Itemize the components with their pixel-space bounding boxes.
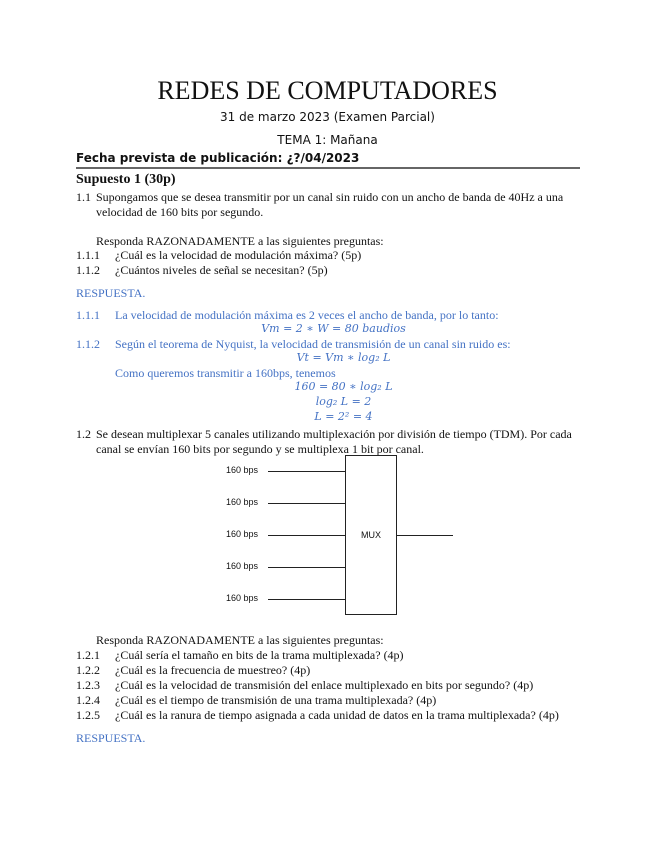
equation: log₂ L = 2	[315, 395, 372, 408]
input-label: 160 bps	[226, 465, 259, 475]
publication-date: Fecha prevista de publicación: ¿?/04/2023	[76, 151, 360, 165]
input-line	[268, 503, 345, 504]
question: ¿Cuántos niveles de señal se necesitan? (5p)	[115, 263, 328, 277]
instructions: Responda RAZONADAMENTE a las siguientes preguntas:	[96, 633, 384, 647]
answer-text: Como queremos transmitir a 160bps, tenemos	[115, 366, 336, 380]
input-line	[268, 599, 345, 600]
question: ¿Cuál es la velocidad de transmisión del enlace multiplexado en bits por segundo? (4p)	[115, 678, 534, 692]
question: ¿Cuál es la velocidad de modulación máxima? (5p)	[115, 248, 362, 262]
question-number: 1.2.2	[76, 663, 100, 677]
answer-text: Según el teorema de Nyquist, la velocidad de transmisión de un canal sin ruido es:	[115, 337, 511, 351]
item-number: 1.1	[76, 190, 91, 204]
question-number: 1.1.2	[76, 263, 100, 277]
exam-date: 31 de marzo 2023 (Examen Parcial)	[220, 110, 435, 124]
equation: Vt = Vm ∗ log₂ L	[296, 351, 391, 364]
input-label: 160 bps	[226, 561, 259, 571]
mux-label: MUX	[361, 530, 381, 540]
question: ¿Cuál es el tiempo de transmisión de una trama multiplexada? (4p)	[115, 693, 437, 707]
question: ¿Cuál es la ranura de tiempo asignada a cada unidad de datos en la trama multiplexada? (4p)	[115, 708, 559, 722]
paragraph: velocidad de 160 bits por segundo.	[96, 205, 264, 219]
equation: L = 2² = 4	[314, 410, 373, 423]
tema: TEMA 1: Mañana	[277, 133, 378, 147]
input-line	[268, 471, 345, 472]
answer-heading: RESPUESTA.	[76, 286, 146, 300]
answer-number: 1.1.2	[76, 337, 100, 351]
paragraph: canal se envían 160 bits por segundo y se multiplexa 1 bit por canal.	[96, 442, 424, 456]
question-number: 1.1.1	[76, 248, 100, 262]
question-number: 1.2.4	[76, 693, 100, 707]
input-line	[268, 567, 345, 568]
input-line	[268, 535, 345, 536]
divider	[76, 167, 580, 169]
answer-number: 1.1.1	[76, 308, 100, 322]
question-number: 1.2.1	[76, 648, 100, 662]
section-heading: Supuesto 1 (30p)	[76, 172, 176, 187]
paragraph: Supongamos que se desea transmitir por un canal sin ruido con un ancho de banda de 40Hz a una	[96, 190, 564, 204]
answer-text: La velocidad de modulación máxima es 2 veces el ancho de banda, por lo tanto:	[115, 308, 499, 322]
question: ¿Cuál sería el tamaño en bits de la trama multiplexada? (4p)	[115, 648, 404, 662]
question-number: 1.2.5	[76, 708, 100, 722]
input-label: 160 bps	[226, 529, 259, 539]
equation: Vm = 2 ∗ W = 80 baudios	[261, 322, 406, 335]
equation: 160 = 80 ∗ log₂ L	[294, 380, 393, 393]
paragraph: Se desean multiplexar 5 canales utilizando multiplexación por división de tiempo (TDM). Por cada	[96, 427, 572, 441]
input-label: 160 bps	[226, 497, 259, 507]
question: ¿Cuál es la frecuencia de muestreo? (4p)	[115, 663, 311, 677]
mux-box	[345, 455, 397, 615]
item-number: 1.2	[76, 427, 91, 441]
answer-heading: RESPUESTA.	[76, 731, 146, 745]
doc-title: REDES DE COMPUTADORES	[157, 76, 498, 105]
question-number: 1.2.3	[76, 678, 100, 692]
instructions: Responda RAZONADAMENTE a las siguientes preguntas:	[96, 234, 384, 248]
output-line	[397, 535, 453, 536]
input-label: 160 bps	[226, 593, 259, 603]
